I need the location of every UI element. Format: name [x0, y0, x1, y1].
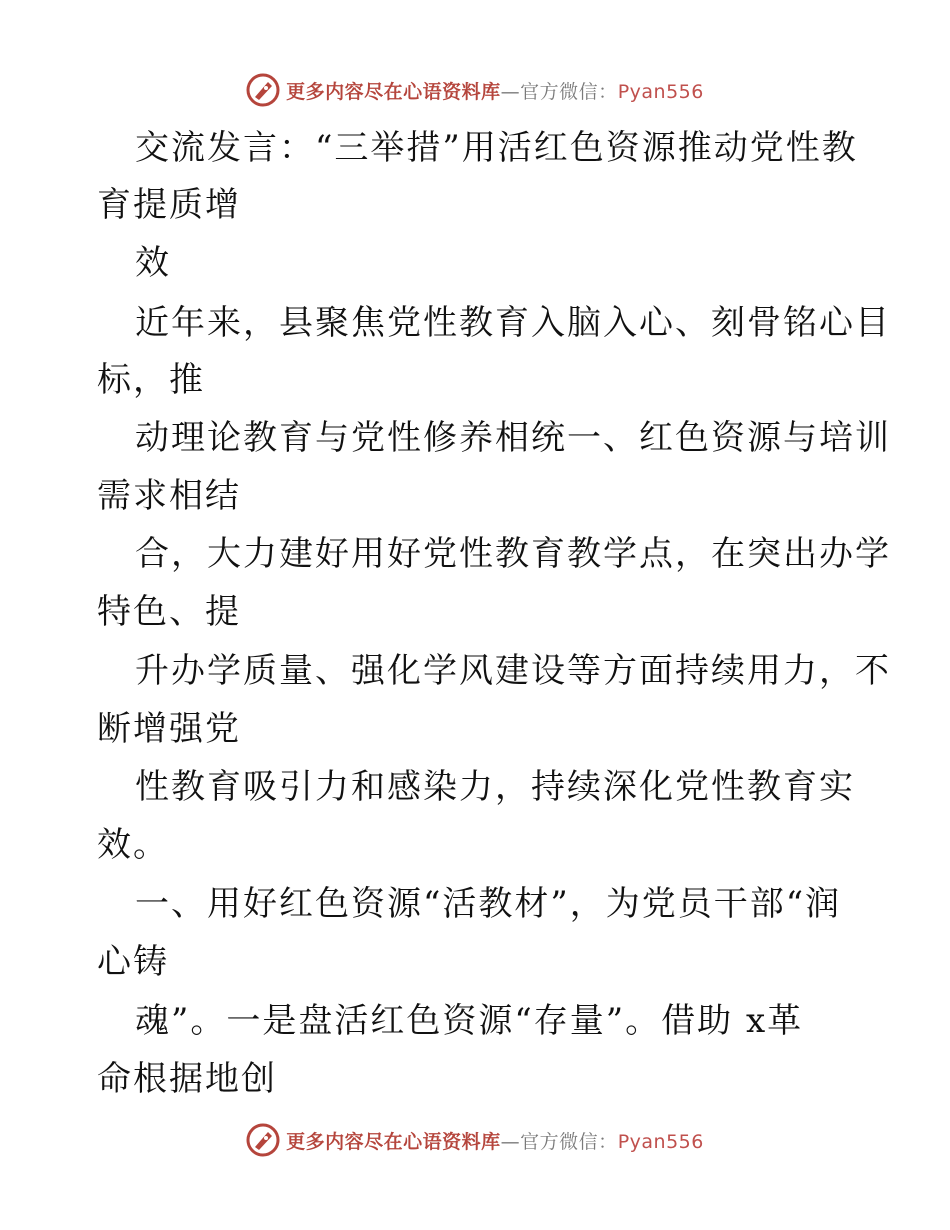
doc-line: 合，大力建好用好党性教育教学点，在突出办学: [135, 534, 891, 574]
header-banner-title: 更多内容尽在心语资料库: [286, 80, 501, 103]
doc-line: 命根据地创: [97, 1059, 277, 1099]
pen-nib-logo-icon: [246, 73, 280, 107]
doc-line: 效。: [97, 825, 169, 865]
footer-banner-text: [286, 1127, 704, 1154]
doc-line: 需求相结: [97, 476, 241, 516]
doc-line: 性教育吸引力和感染力，持续深化党性教育实: [135, 767, 855, 807]
footer-banner-title: 更多内容尽在心语资料库: [286, 1130, 501, 1153]
doc-line: 心铸: [97, 942, 169, 982]
doc-line: 一、用好红色资源“活教材”，为党员干部“润: [135, 884, 842, 924]
footer-banner-label: —官方微信：: [500, 1130, 618, 1153]
footer-banner-handle: Pyan556: [617, 1130, 704, 1153]
doc-line: 育提质增: [97, 185, 241, 225]
header-banner-label: —官方微信：: [500, 80, 618, 103]
doc-line: 标，推: [97, 360, 205, 400]
pen-nib-logo-icon: [246, 1123, 280, 1157]
footer-banner: [0, 1122, 950, 1158]
header-banner-handle: Pyan556: [617, 80, 704, 103]
doc-line: 升办学质量、强化学风建设等方面持续用力，不: [135, 651, 891, 691]
doc-line: 近年来，县聚焦党性教育入脑入心、刻骨铭心目: [135, 303, 891, 343]
doc-line: 断增强党: [97, 709, 241, 749]
doc-line: 动理论教育与党性修养相统一、红色资源与培训: [135, 418, 891, 458]
header-banner-text: [286, 77, 704, 104]
header-banner: [0, 72, 950, 108]
doc-line: 交流发言：“三举措”用活红色资源推动党性教: [135, 128, 858, 168]
doc-line: 魂”。一是盘活红色资源“存量”。借助 x革: [135, 1001, 804, 1041]
doc-line: 效: [135, 243, 171, 283]
doc-line: 特色、提: [97, 592, 241, 632]
